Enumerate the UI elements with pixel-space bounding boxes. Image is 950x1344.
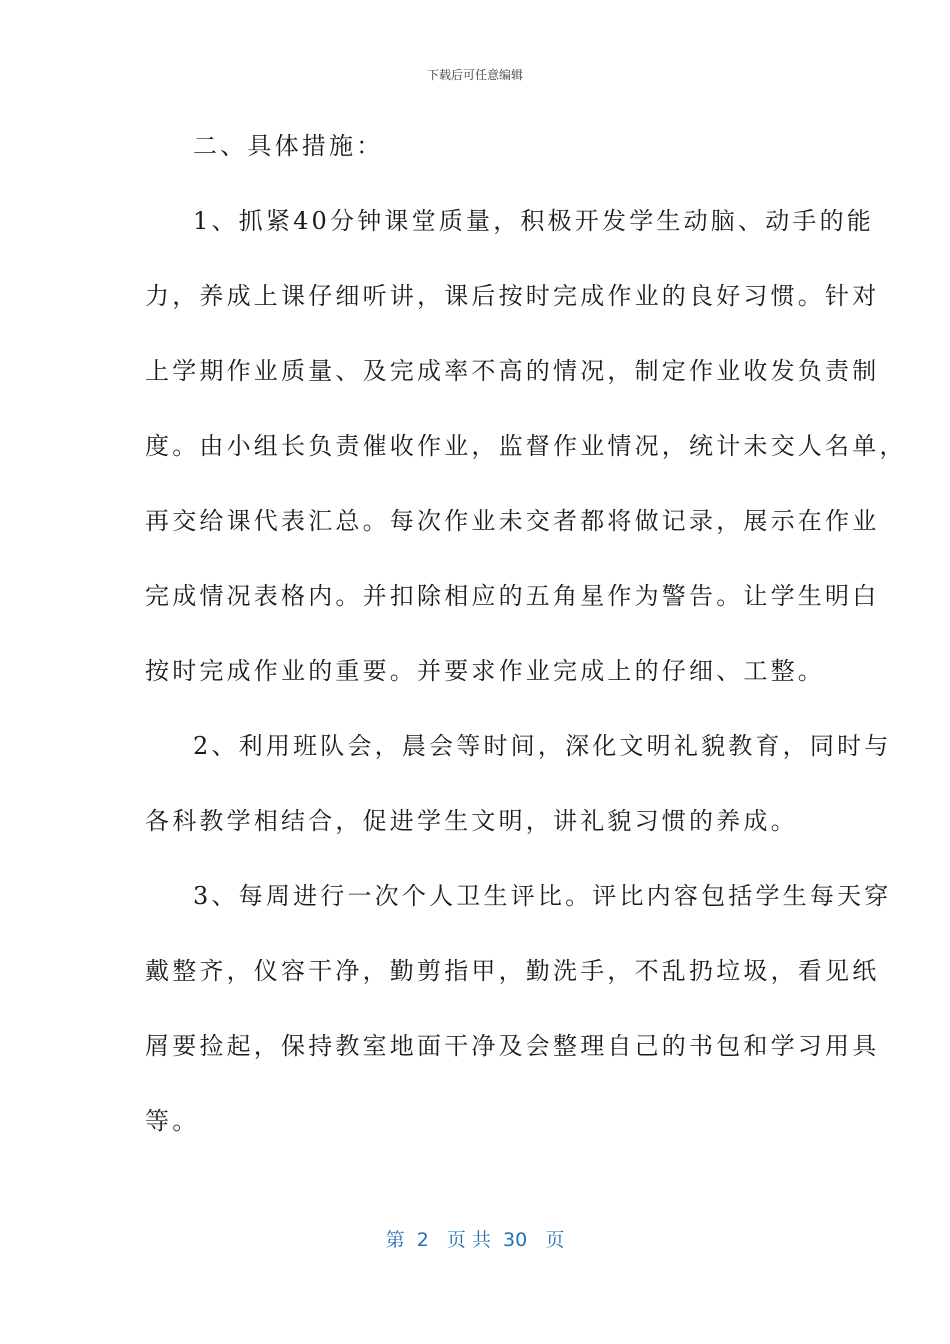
paragraph-line: 按时完成作业的重要。并要求作业完成上的仔细、工整。 bbox=[145, 657, 825, 685]
paragraph-line: 完成情况表格内。并扣除相应的五角星作为警告。让学生明白 bbox=[145, 582, 880, 610]
paragraph-line: 力，养成上课仔细听讲，课后按时完成作业的良好习惯。针对 bbox=[145, 282, 880, 310]
paragraph-line: 2、利用班队会，晨会等时间，深化文明礼貌教育，同时与 bbox=[193, 732, 892, 760]
page-number-footer: 第 2 页 共 30 页 bbox=[385, 1229, 565, 1251]
paragraph-line: 1、抓紧40分钟课堂质量，积极开发学生动脑、动手的能 bbox=[193, 207, 875, 235]
paragraph-line: 度。由小组长负责催收作业，监督作业情况，统计未交人名单， bbox=[145, 432, 907, 460]
paragraph-line: 屑要捡起，保持教室地面干净及会整理自己的书包和学习用具 bbox=[145, 1032, 880, 1060]
paragraph-line: 各科教学相结合，促进学生文明，讲礼貌习惯的养成。 bbox=[145, 807, 798, 835]
paragraph-line: 3、每周进行一次个人卫生评比。评比内容包括学生每天穿 bbox=[193, 882, 892, 910]
section-heading: 二、具体措施： bbox=[193, 132, 384, 160]
document-body bbox=[145, 112, 907, 1162]
page-header-note: 下载后可任意编辑 bbox=[426, 68, 523, 82]
paragraph-line: 上学期作业质量、及完成率不高的情况，制定作业收发负责制 bbox=[145, 357, 880, 385]
paragraph-line: 再交给课代表汇总。每次作业未交者都将做记录，展示在作业 bbox=[145, 507, 880, 535]
paragraph-line: 戴整齐，仪容干净，勤剪指甲，勤洗手，不乱扔垃圾，看见纸 bbox=[145, 957, 880, 985]
paragraph-line: 等。 bbox=[145, 1107, 200, 1135]
